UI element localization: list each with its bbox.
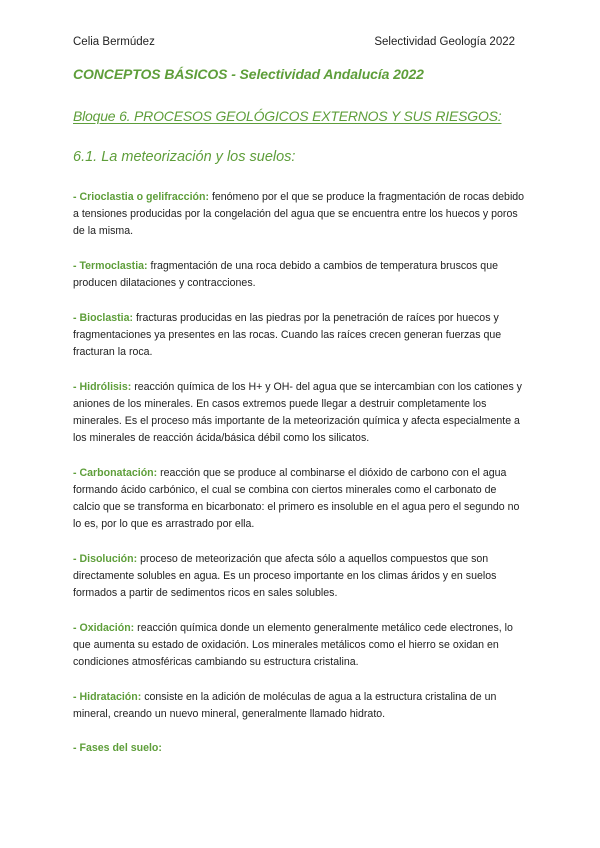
definition-entry xyxy=(73,258,525,292)
definition-text: fenómeno por el que se produce la fragmentación de rocas debido a tensiones producidas por la congelación del agua que se encuentra entre los huecos y poros de la misma. xyxy=(73,191,525,238)
definition-text: fragmentación de una roca debido a cambios de temperatura bruscos que producen dilataciones y contracciones. xyxy=(73,259,498,290)
definition-term: - Disolución: xyxy=(73,552,138,565)
definition-term: - Oxidación: xyxy=(73,621,135,634)
definition-term: - Carbonatación: xyxy=(73,466,158,479)
definitions-list xyxy=(73,189,525,775)
definition-entry xyxy=(73,689,525,723)
definition-text: fracturas producidas en las piedras por la penetración de raíces por huecos y fragmentaciones ya presentes en las rocas. Cuando las raíces crecen generan fuerzas que fracturan la roca. xyxy=(73,311,502,359)
definition-term: - Hidrólisis: xyxy=(73,380,132,393)
header-author: Celia Bermúdez xyxy=(73,36,155,48)
definition-term: - Hidratación: xyxy=(73,690,142,703)
definition-term: - Crioclastia o gelifracción: xyxy=(73,191,209,203)
definition-entry xyxy=(73,465,525,534)
definition-entry xyxy=(73,379,525,448)
block-title: Bloque 6. PROCESOS GEOLÓGICOS EXTERNOS Y SUS RIESGOS: xyxy=(73,108,502,124)
definition-text: reacción química de los H+ y OH- del agua que se intercambian con los cationes y aniones de los minerales. En casos extremos puede llegar a destruir completamente los minerales. Es el proceso más importante de la meteorización química y afecta especialmente a los minerales de reacción ácida/básica débil como los silicatos. xyxy=(73,380,522,445)
header-course: Selectividad Geología 2022 xyxy=(374,36,515,48)
definition-term: - Fases del suelo: xyxy=(73,742,162,755)
section-title: 6.1. La meteorización y los suelos: xyxy=(73,149,296,165)
definition-text: proceso de meteorización que afecta sólo a aquellos compuestos que son directamente solubles en agua. Es un proceso importante en los climas áridos y en suelos formados a partir de sedimentos ricos en sales solubles. xyxy=(73,552,497,600)
definition-entry xyxy=(73,620,525,672)
definition-term: - Termoclastia: xyxy=(73,259,148,272)
definition-text: reacción química donde un elemento generalmente metálico cede electrones, lo que aumenta su estado de oxidación. Los minerales metálicos como el hierro se oxidan en condiciones atmosféricas cambiando su estructura cristalina. xyxy=(73,621,513,669)
page-header xyxy=(73,36,515,48)
definition-entry xyxy=(73,551,525,603)
document-title: CONCEPTOS BÁSICOS - Selectividad Andalucía 2022 xyxy=(73,66,424,82)
definition-text: consiste en la adición de moléculas de agua a la estructura cristalina de un mineral, creando un nuevo mineral, generalmente llamado hidrato. xyxy=(73,690,497,720)
definition-entry xyxy=(73,310,525,362)
definition-term: - Bioclastia: xyxy=(73,311,134,324)
definition-entry xyxy=(73,740,525,757)
definition-entry xyxy=(73,189,525,241)
definition-text: reacción que se produce al combinarse el dióxido de carbono con el agua formando ácido carbónico, el cual se combina con ciertos minerales como el carbonato de calcio que se transforma en bicarbonato: el primero es insoluble en el agua pero el segundo no lo es, por lo que es arrastrado por ella. xyxy=(73,466,520,531)
